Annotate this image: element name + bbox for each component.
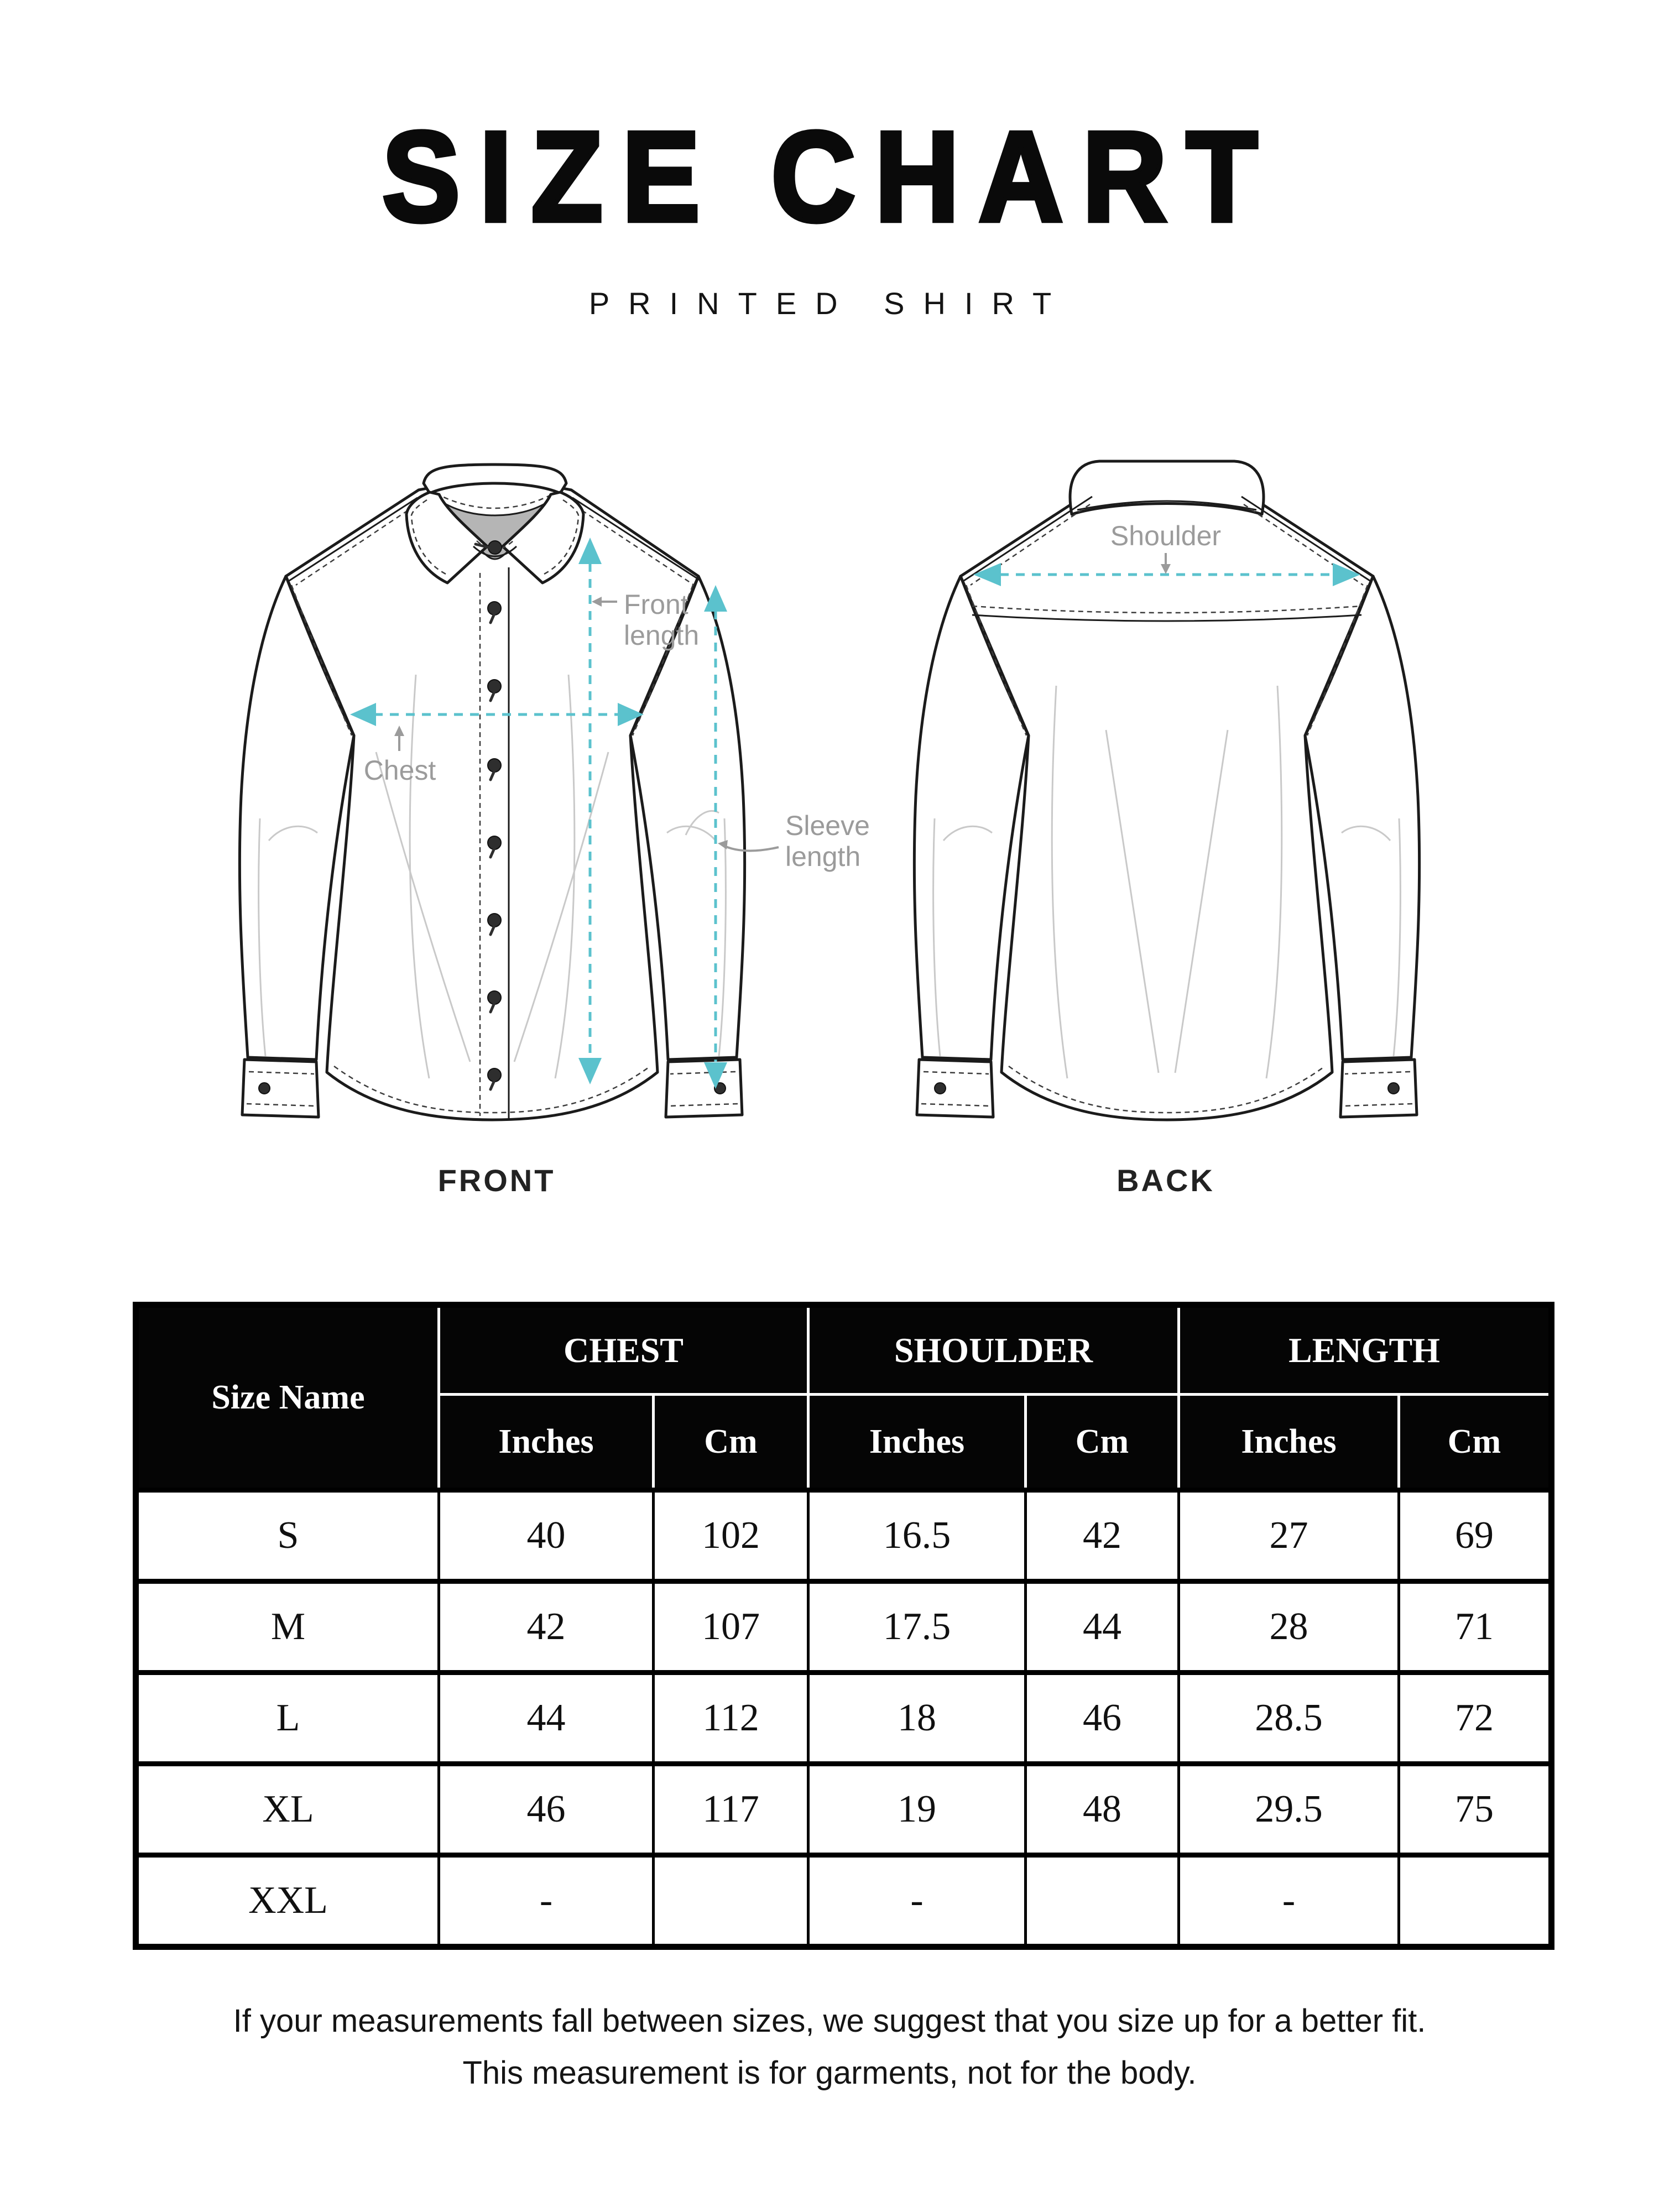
fit-note-line1: If your measurements fall between sizes, we suggest that you size up for a better fit. [233,2003,1426,2039]
value-cell [1399,1855,1552,1947]
value-cell: 117 [654,1764,808,1855]
size-cell: S [136,1490,439,1582]
value-cell: 28 [1179,1582,1399,1673]
value-cell: 42 [1026,1490,1179,1582]
value-cell: 17.5 [808,1582,1026,1673]
unit-header-cell: Cm [1399,1395,1552,1490]
value-cell: 40 [439,1490,654,1582]
fit-note [0,1995,1659,2099]
shirt-measurement-diagram [0,453,1659,1283]
front-length-label-line1: Front [624,589,688,620]
value-cell: 48 [1026,1764,1179,1855]
group-header-chest: CHEST [439,1305,808,1395]
value-cell: 112 [654,1673,808,1764]
value-cell: 29.5 [1179,1764,1399,1855]
table-row [136,1582,1552,1673]
corner-header-cell: Size Name [136,1305,439,1490]
value-cell [654,1855,808,1947]
table-row [136,1855,1552,1947]
front-shirt-drawing [239,465,744,1120]
back-right-cuff [1340,1060,1417,1117]
value-cell: - [808,1855,1026,1947]
value-cell: 27 [1179,1490,1399,1582]
collar-button-icon [488,541,502,554]
value-cell: 19 [808,1764,1026,1855]
value-cell: - [1179,1855,1399,1947]
value-cell: 28.5 [1179,1673,1399,1764]
back-left-cuff [917,1060,993,1117]
value-cell: 69 [1399,1490,1552,1582]
size-chart-table [133,1302,1554,1950]
value-cell: 46 [1026,1673,1179,1764]
value-cell: 71 [1399,1582,1552,1673]
value-cell: 46 [439,1764,654,1855]
size-cell: XXL [136,1855,439,1947]
group-header-shoulder: SHOULDER [808,1305,1179,1395]
page-subtitle: PRINTED SHIRT [588,286,1071,321]
fit-note-line2: This measurement is for garments, not for the body. [462,2055,1197,2091]
value-cell: 18 [808,1673,1026,1764]
group-header-row [136,1305,1552,1395]
value-cell: 72 [1399,1673,1552,1764]
front-torso [286,482,698,1120]
unit-header-cell: Inches [439,1395,654,1490]
table-row [136,1490,1552,1582]
cuff-button-icon [935,1083,946,1094]
sleeve-length-label-line2: length [785,841,861,872]
size-cell: M [136,1582,439,1673]
value-cell: 44 [439,1673,654,1764]
group-header-length: LENGTH [1179,1305,1552,1395]
table-row [136,1673,1552,1764]
front-length-label-line2: length [624,620,700,651]
chest-label: Chest [363,755,436,786]
value-cell: 102 [654,1490,808,1582]
page-title: SIZE CHART [382,106,1277,248]
value-cell [1026,1855,1179,1947]
shoulder-label: Shoulder [1110,520,1222,551]
unit-header-cell: Cm [1026,1395,1179,1490]
value-cell: 42 [439,1582,654,1673]
unit-header-cell: Inches [808,1395,1026,1490]
value-cell: 16.5 [808,1490,1026,1582]
size-cell: XL [136,1764,439,1855]
unit-header-cell: Inches [1179,1395,1399,1490]
back-caption: BACK [1117,1163,1215,1198]
front-right-cuff [666,1060,742,1117]
back-torso [961,482,1373,1120]
value-cell: 107 [654,1582,808,1673]
cuff-button-icon [1388,1083,1399,1094]
front-caption: FRONT [437,1163,556,1198]
table-row [136,1764,1552,1855]
sleeve-length-label-line1: Sleeve [785,810,870,841]
size-cell: L [136,1673,439,1764]
unit-header-cell: Cm [654,1395,808,1490]
value-cell: 44 [1026,1582,1179,1673]
front-left-cuff [242,1060,319,1117]
value-cell: 75 [1399,1764,1552,1855]
value-cell: - [439,1855,654,1947]
cuff-button-icon [259,1083,270,1094]
